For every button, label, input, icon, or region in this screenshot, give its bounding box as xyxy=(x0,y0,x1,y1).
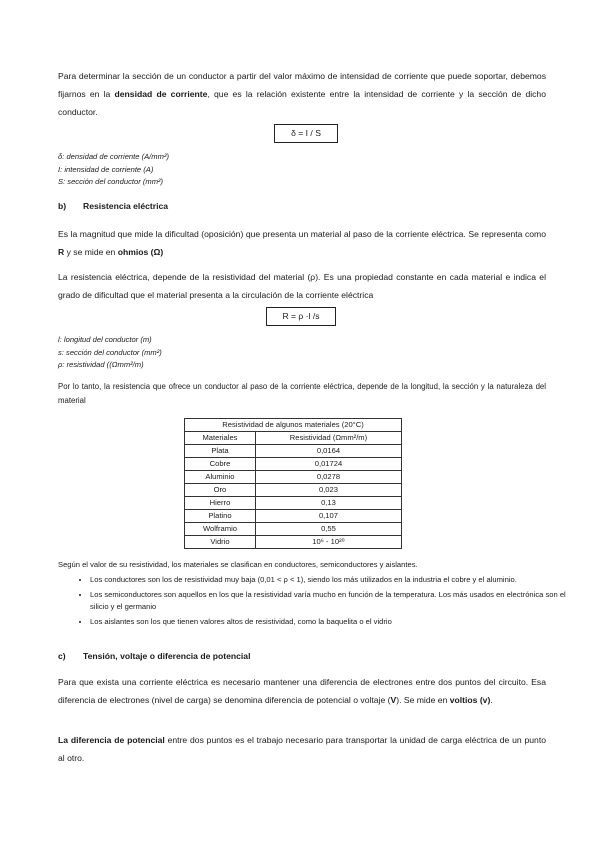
table-cell-material: Platino xyxy=(185,510,256,523)
table-row xyxy=(185,523,402,536)
classification-paragraph: Según el valor de su resistividad, los materiales se clasifican en conductores, semiconductores y aislantes. xyxy=(58,560,418,569)
section-c-title: Tensión, voltaje o diferencia de potencial xyxy=(83,651,251,661)
list-item: • Los aislantes son los que tienen valores altos de resistividad, como la baquelita o el vidrio xyxy=(90,616,570,629)
table-row xyxy=(185,458,402,471)
definitions-current-density xyxy=(58,151,169,189)
definition-line: I: intensidad de corriente (A) xyxy=(58,164,154,174)
intro-text: Para determinar la sección de un conductor a partir del valor máximo de intensidad de corriente que puede soportar, debemos fijarnos en la xyxy=(58,71,546,99)
table-cell-material: Aluminio xyxy=(185,471,256,484)
table-cell-material: Plata xyxy=(185,445,256,458)
definition-line: δ: densidad de corriente (A/mm²) xyxy=(58,152,169,161)
table-cell-value: 0,0278 xyxy=(255,471,401,484)
material-types-list xyxy=(58,574,570,630)
resistance-unit: ohmios (Ω) xyxy=(117,247,164,257)
table-row xyxy=(185,510,402,523)
table-cell-value: 0,0164 xyxy=(255,445,401,458)
section-c-heading xyxy=(58,651,250,661)
table-cell-value: 10⁶ - 10²⁰ xyxy=(255,536,401,549)
table-cell-material: Cobre xyxy=(185,458,256,471)
table-cell-value: 0,01724 xyxy=(255,458,401,471)
list-item: • Los conductores son los de resistividad muy baja (0,01 < ρ < 1), siendo los más utilizados en la industria el cobre y el aluminio. xyxy=(90,574,570,587)
intro-text-end: , que es la relación existente entre la intensidad de corriente y la sección de dicho conductor. xyxy=(58,89,546,117)
table-cell-value: 0,55 xyxy=(255,523,401,536)
definition-line: S: sección del conductor (mm²) xyxy=(58,177,164,186)
table-header-resistivity: Resistividad (Ωmm²/m) xyxy=(255,432,401,445)
table-cell-material: Oro xyxy=(185,484,256,497)
potential-definition xyxy=(58,731,546,767)
table-cell-material: Vidrio xyxy=(185,536,256,549)
definitions-resistance xyxy=(58,334,162,372)
potential-bold-term: La diferencia de potencial xyxy=(58,735,165,745)
resistivity-table xyxy=(184,418,402,549)
list-item: • Los semiconductores son aquellos en los que la resistividad varía mucho en función de la temperatura. Los más usados en electrónica son el silicio y el germanio xyxy=(90,589,570,614)
table-caption: Resistividad de algunos materiales (20°C) xyxy=(185,419,402,432)
resistance-symbol: R xyxy=(58,247,65,257)
resistivity-paragraph: La resistencia eléctrica, depende de la resistividad del material (ρ). Es una propiedad constante en cada material e indica el grado de dificultad que el material presenta a la circulación de la corriente eléctrica xyxy=(58,272,546,300)
section-b-letter: b) xyxy=(58,201,67,211)
voltage-paragraph xyxy=(58,673,546,709)
voltage-text-mid: ). Se mide en xyxy=(396,695,450,705)
table-row xyxy=(185,471,402,484)
resistance-definition xyxy=(58,225,546,261)
table-cell-material: Wolframio xyxy=(185,523,256,536)
definition-line: l: longitud del conductor (m) xyxy=(58,335,152,344)
table-header-materials: Materiales xyxy=(185,432,256,445)
formula-resistance: R = ρ ·l /s xyxy=(266,307,336,326)
voltage-unit: voltios (v) xyxy=(449,695,491,705)
formula-current-density: δ = I / S xyxy=(274,124,338,143)
table-row xyxy=(185,484,402,497)
voltage-text-end: . xyxy=(490,695,493,705)
table-row xyxy=(185,536,402,549)
section-b-heading xyxy=(58,201,168,211)
intro-paragraph xyxy=(58,67,546,121)
definition-line: ρ: resistividad ((Ωmm²/m) xyxy=(58,360,144,369)
potential-text: entre dos puntos es el trabajo necesario para transportar la unidad de carga eléctrica de un punto al otro. xyxy=(58,735,546,763)
intro-bold-term: densidad de corriente xyxy=(114,89,208,99)
table-cell-value: 0,023 xyxy=(255,484,401,497)
resistance-text: Es la magnitud que mide la dificultad (oposición) que presenta un material al paso de la corriente eléctrica. Se representa como xyxy=(58,229,546,239)
table-cell-material: Hierro xyxy=(185,497,256,510)
section-b-title: Resistencia eléctrica xyxy=(83,201,169,211)
conclusion-paragraph: Por lo tanto, la resistencia que ofrece un conductor al paso de la corriente eléctrica, depende de la longitud, la sección y la naturaleza del material xyxy=(58,382,546,405)
voltage-symbol: V xyxy=(390,695,397,705)
table-row xyxy=(185,445,402,458)
table-cell-value: 0,107 xyxy=(255,510,401,523)
table-cell-value: 0,13 xyxy=(255,497,401,510)
voltage-text: Para que exista una corriente eléctrica es necesario mantener una diferencia de electrones entre dos puntos del circuito. Esa diferencia de electrones (nivel de carga) se denomina diferencia de potencial o voltaje ( xyxy=(58,677,546,705)
resistance-text-mid: y se mide en xyxy=(64,247,118,257)
table-row xyxy=(185,497,402,510)
definition-line: s: sección del conductor (mm²) xyxy=(58,347,162,357)
section-c-letter: c) xyxy=(58,651,66,661)
